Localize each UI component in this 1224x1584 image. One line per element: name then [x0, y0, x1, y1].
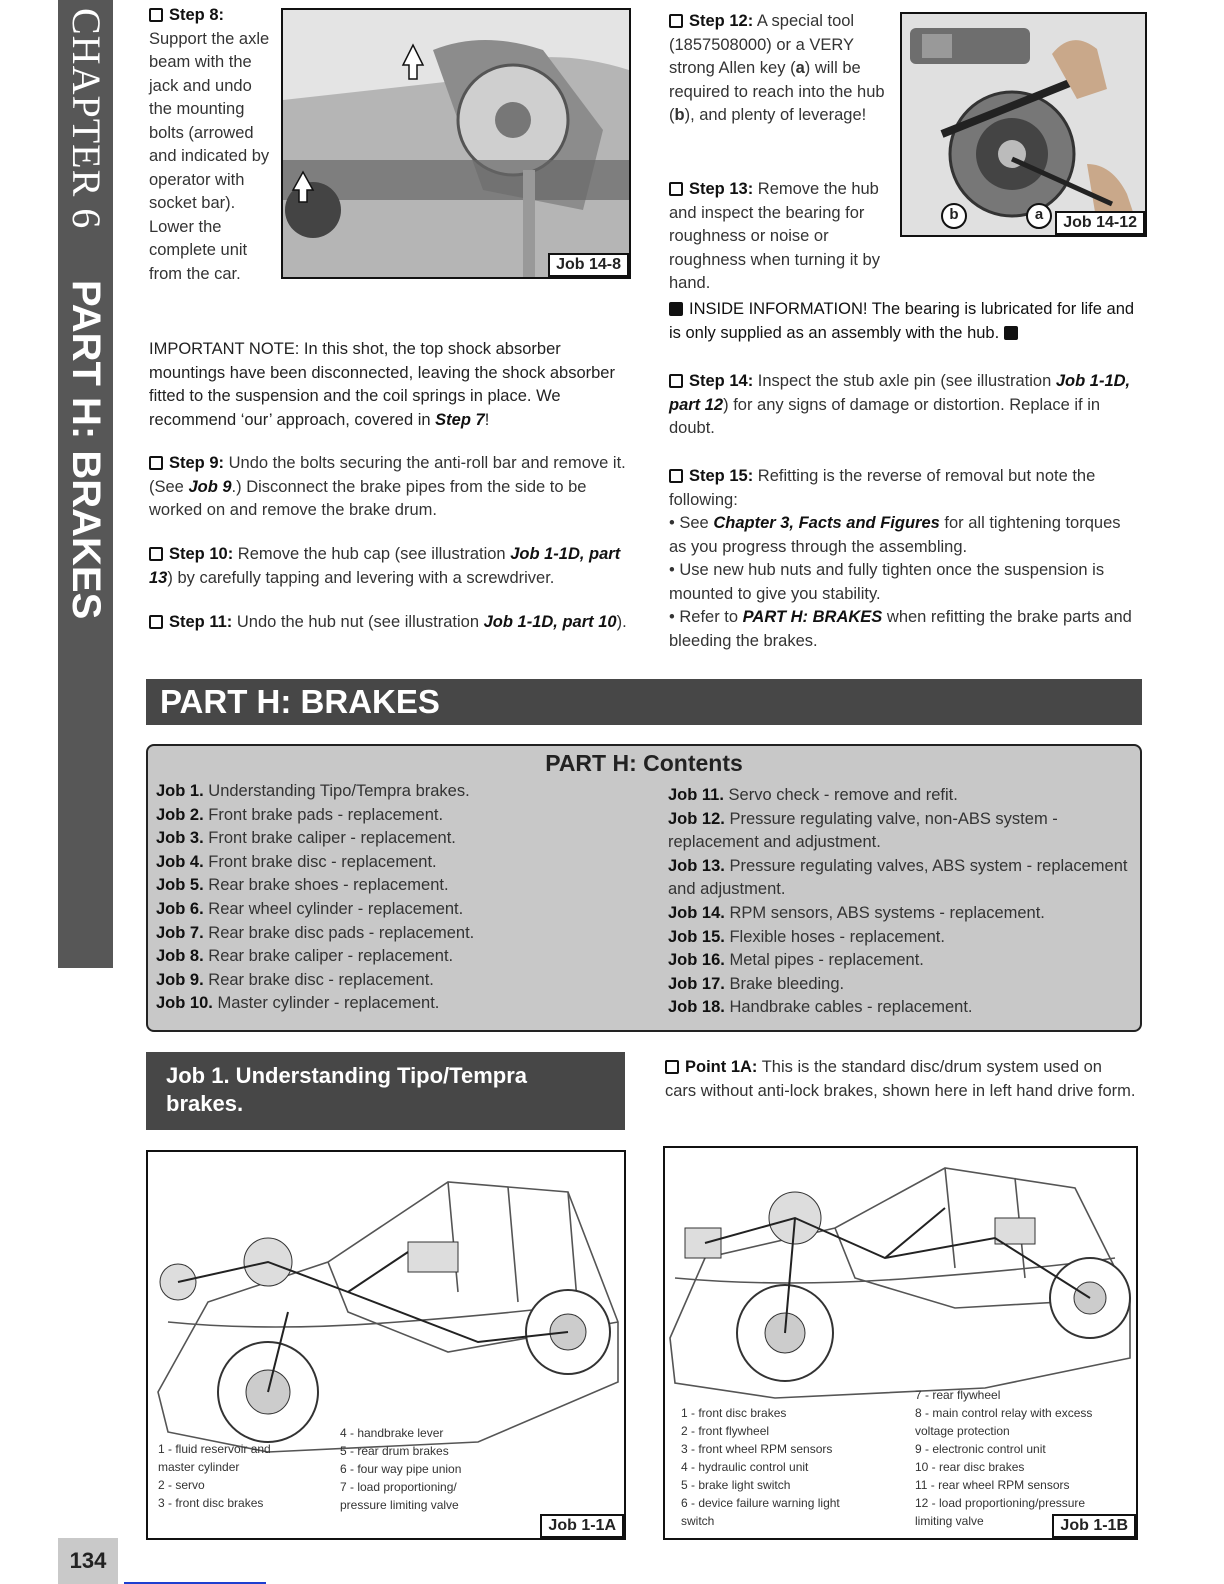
legend-item: 3 - front wheel RPM sensors: [681, 1442, 833, 1456]
diagram-a-legend-left: [158, 1440, 328, 1512]
step-13-head: Step 13:: [689, 180, 754, 198]
photo-job-14-8: [281, 8, 631, 279]
diagram-label: Job 1-1A: [540, 1514, 624, 1538]
job-title: Rear brake caliper - replacement.: [208, 947, 454, 966]
job-title: Rear brake disc - replacement.: [208, 970, 434, 989]
step-12-text-b: ) will be required to reach into the hub (: [669, 59, 885, 124]
step-12-b: b: [674, 106, 685, 124]
photo-label: Job 14-8: [548, 253, 629, 277]
contents-title: PART H: Contents: [545, 750, 743, 776]
step-13: [669, 178, 895, 296]
contents-item: [156, 945, 646, 969]
step-14-text-b: ) for any signs of damage or distortion. Replace if in doubt.: [669, 395, 1101, 437]
axle-photo-illustration: [283, 10, 629, 277]
checkbox-icon: [669, 182, 683, 196]
part-banner: PART H: BRAKES: [146, 679, 1142, 725]
job-number: Job 2.: [156, 805, 204, 824]
job-title: Rear brake disc pads - replacement.: [208, 923, 475, 942]
diagram-job-1-1a: [146, 1150, 626, 1540]
job-title: Pressure regulating valve, non-ABS system - replacement and adjustment.: [668, 809, 1058, 852]
checkbox-icon: [149, 456, 163, 470]
photo-label: Job 14-12: [1055, 211, 1145, 235]
checkbox-icon: [669, 469, 683, 483]
job-title: Servo check - remove and refit.: [728, 786, 958, 804]
step-8-text: Support the axle beam with the jack and undo the mounting bolts (arrowed and indicated by operator with socket bar). Lower the complete unit from the car.: [149, 29, 270, 283]
step-15-head: Step 15:: [689, 467, 754, 485]
legend-item: 5 - brake light switch: [681, 1478, 791, 1492]
job-number: Job 3.: [156, 829, 204, 848]
step-15-bullet-1: • See Chapter 3, Facts and Figures for all tightening torques as you progress through the assembling.: [669, 514, 1121, 556]
step-11-head: Step 11:: [169, 613, 233, 631]
job-number: Job 6.: [156, 899, 204, 918]
contents-item: [668, 973, 1134, 997]
job-number: Job 8.: [156, 947, 204, 966]
info-square-icon: [669, 302, 683, 316]
contents-item: [668, 949, 1134, 973]
legend-item: 3 - front disc brakes: [158, 1496, 264, 1510]
step-9: [149, 452, 629, 523]
job-title: Front brake pads - replacement.: [208, 805, 444, 824]
step-10-ref: Job 1-1D, part 13: [149, 545, 621, 587]
step-10-text-b: ) by carefully tapping and levering with a screwdriver.: [167, 568, 555, 587]
job-number: Job 16.: [668, 951, 725, 970]
sidebar-part: PART H: BRAKES: [64, 280, 108, 620]
step-11: [149, 611, 629, 635]
bullet-3-text-a: Refer to: [679, 608, 743, 626]
legend-item: 7 - rear flywheel: [915, 1388, 1001, 1402]
inside-text: INSIDE INFORMATION! The bearing is lubricated for life and is only supplied as an assembly with the hub.: [669, 300, 1135, 342]
contents-item: [156, 922, 646, 946]
job-title: Master cylinder - replacement.: [217, 994, 440, 1013]
checkbox-icon: [669, 14, 683, 28]
contents-list-left: [156, 780, 646, 1016]
contents-item: [156, 992, 646, 1016]
step-10: [149, 543, 629, 590]
job-number: Job 1.: [156, 782, 204, 800]
step-9-ref: Job 9: [188, 477, 232, 496]
step-9-text-b: .) Disconnect the brake pipes from the side to be worked on and remove the brake drum.: [149, 477, 587, 519]
job-number: Job 17.: [668, 974, 725, 993]
legend-item: 1 - front disc brakes: [681, 1406, 787, 1420]
sidebar-chapter: CHAPTER 6: [64, 8, 109, 230]
step-15: [669, 465, 1139, 653]
step-15-bullet-2: • Use new hub nuts and fully tighten once the suspension is mounted to give you stability.: [669, 561, 1105, 603]
legend-item: 11 - rear wheel RPM sensors: [915, 1478, 1070, 1492]
job-title: Brake bleeding.: [729, 974, 845, 993]
hub-tool-illustration: [902, 14, 1145, 235]
step-9-text-a: Undo the bolts securing the anti-roll bar and remove it. (See: [149, 454, 626, 496]
contents-list-right: [668, 784, 1134, 1020]
checkbox-icon: [149, 547, 163, 561]
legend-item: 2 - front flywheel: [681, 1424, 770, 1438]
job-title: Handbrake cables - replacement.: [729, 998, 973, 1017]
legend-item: 9 - electronic control unit: [915, 1442, 1046, 1456]
job-number: Job 7.: [156, 923, 204, 942]
step-8-head: Step 8:: [169, 6, 225, 24]
contents-item: [668, 808, 1134, 855]
legend-item: 4 - handbrake lever: [340, 1426, 444, 1440]
contents-item: [668, 902, 1134, 926]
legend-item: 1 - fluid reservoir and master cylinder: [158, 1442, 271, 1474]
bullet-1-ref: Chapter 3, Facts and Figures: [713, 514, 940, 532]
legend-item: 7 - load proportioning/ pressure limiting valve: [340, 1480, 459, 1512]
job-title: RPM sensors, ABS systems - replacement.: [729, 903, 1045, 922]
job-number: Job 12.: [668, 809, 725, 828]
contents-item: [156, 874, 646, 898]
step-14-text-a: Inspect the stub axle pin (see illustration: [757, 372, 1056, 390]
step-14: [669, 370, 1139, 441]
checkbox-icon: [149, 8, 163, 22]
job-number: Job 10.: [156, 994, 213, 1013]
step-12-text-a: A special tool (1857508000) or a VERY strong Allen key (: [669, 12, 855, 77]
contents-item: [156, 851, 646, 875]
job-title: Pressure regulating valves, ABS system - replacement and adjustment.: [668, 856, 1128, 899]
contents-box: [146, 744, 1142, 1032]
callout-a: a: [1034, 206, 1044, 223]
job-title: Front brake disc - replacement.: [208, 852, 437, 871]
job-title: Front brake caliper - replacement.: [208, 829, 456, 848]
inside-information: [669, 298, 1139, 345]
step-8: [149, 4, 273, 286]
step-12-text-c: ), and plenty of leverage!: [684, 106, 867, 124]
legend-item: 10 - rear disc brakes: [915, 1460, 1025, 1474]
legend-item: 4 - hydraulic control unit: [681, 1460, 809, 1474]
diagram-job-1-1b: [663, 1146, 1138, 1540]
legend-item: 12 - load proportioning/pressure limiting valve: [915, 1496, 1086, 1528]
point-1a-text: This is the standard disc/drum system used on cars without anti-lock brakes, shown here in left hand drive form.: [665, 1058, 1136, 1100]
photo-job-14-12: [900, 12, 1147, 237]
job-number: Job 9.: [156, 970, 204, 989]
step-15-text: Refitting is the reverse of removal but note the following:: [669, 467, 1096, 509]
important-note: [149, 338, 629, 432]
checkbox-icon: [149, 615, 163, 629]
contents-item: [156, 898, 646, 922]
legend-item: 5 - rear drum brakes: [340, 1444, 449, 1458]
bullet-1-text-b: for all tightening torques as you progress through the assembling.: [669, 514, 1121, 556]
step-10-text-a: Remove the hub cap (see illustration: [237, 545, 511, 563]
job-number: Job 14.: [668, 903, 725, 922]
callout-b: b: [949, 206, 959, 223]
note-ref: Step 7: [435, 410, 485, 429]
contents-item: [156, 804, 646, 828]
job-number: Job 4.: [156, 852, 204, 871]
chapter-sidebar: [58, 0, 113, 968]
point-1a: [665, 1056, 1137, 1103]
step-15-bullet-3: • Refer to PART H: BRAKES when refitting the brake parts and bleeding the brakes.: [669, 608, 1132, 650]
bullet-3-text-b: when refitting the brake parts and bleeding the brakes.: [669, 608, 1132, 650]
contents-item: [668, 926, 1134, 950]
job-title: Rear wheel cylinder - replacement.: [208, 899, 464, 918]
job-title: Flexible hoses - replacement.: [729, 927, 945, 946]
step-11-text-b: ).: [616, 613, 627, 631]
contents-item: [156, 827, 646, 851]
step-9-head: Step 9:: [169, 454, 225, 472]
step-10-head: Step 10:: [169, 545, 234, 563]
diagram-b-legend-left: [681, 1404, 891, 1530]
job-title: Understanding Tipo/Tempra brakes.: [208, 782, 470, 800]
job-number: Job 13.: [668, 856, 725, 875]
diagram-a-legend-right: [340, 1424, 540, 1514]
job-number: Job 18.: [668, 998, 725, 1017]
step-11-text-a: Undo the hub nut (see illustration: [236, 613, 484, 631]
job-1-banner: Job 1. Understanding Tipo/Tempra brakes.: [146, 1052, 625, 1130]
sidebar-text: [64, 8, 108, 620]
page-number: 134: [58, 1538, 118, 1584]
step-13-text: Remove the hub and inspect the bearing for roughness or noise or roughness when turning it by hand.: [669, 180, 880, 292]
point-1a-head: Point 1A:: [685, 1058, 758, 1076]
legend-item: 2 - servo: [158, 1478, 205, 1492]
job-title: Rear brake shoes - replacement.: [208, 876, 449, 895]
legend-item: 8 - main control relay with excess voltage protection: [915, 1406, 1093, 1438]
diagram-b-legend-right: [915, 1386, 1125, 1530]
job-title: Metal pipes - replacement.: [729, 951, 924, 970]
checkbox-icon: [669, 374, 683, 388]
legend-item: 6 - four way pipe union: [340, 1462, 462, 1476]
step-12-a: a: [795, 59, 805, 77]
bullet-2-text: Use new hub nuts and fully tighten once the suspension is mounted to give you stability.: [669, 561, 1105, 603]
step-14-head: Step 14:: [689, 372, 754, 390]
checkbox-icon: [665, 1060, 679, 1074]
contents-item: [156, 780, 646, 804]
step-14-ref: Job 1-1D, part 12: [669, 372, 1131, 414]
bullet-3-ref: PART H: BRAKES: [742, 608, 883, 626]
step-12: [669, 10, 895, 128]
contents-item: [668, 784, 1134, 808]
contents-item: [668, 855, 1134, 902]
contents-item: [156, 969, 646, 993]
job-number: Job 5.: [156, 876, 204, 895]
diagram-label: Job 1-1B: [1052, 1514, 1136, 1538]
job-number: Job 11.: [668, 786, 724, 804]
legend-item: 6 - device failure warning light switch: [681, 1496, 840, 1528]
note-end: !: [484, 410, 490, 429]
job-number: Job 15.: [668, 927, 725, 946]
note-text: IMPORTANT NOTE: In this shot, the top shock absorber mountings have been disconnected, leaving the shock absorber fitted to the suspension and the coil springs in place. We recommend ‘our’ approach, covered in: [149, 340, 615, 429]
step-11-ref: Job 1-1D, part 10: [483, 613, 617, 631]
contents-item: [668, 996, 1134, 1020]
bullet-1-text-a: See: [679, 514, 714, 532]
step-12-head: Step 12:: [689, 12, 754, 30]
info-square-icon: [1004, 326, 1018, 340]
